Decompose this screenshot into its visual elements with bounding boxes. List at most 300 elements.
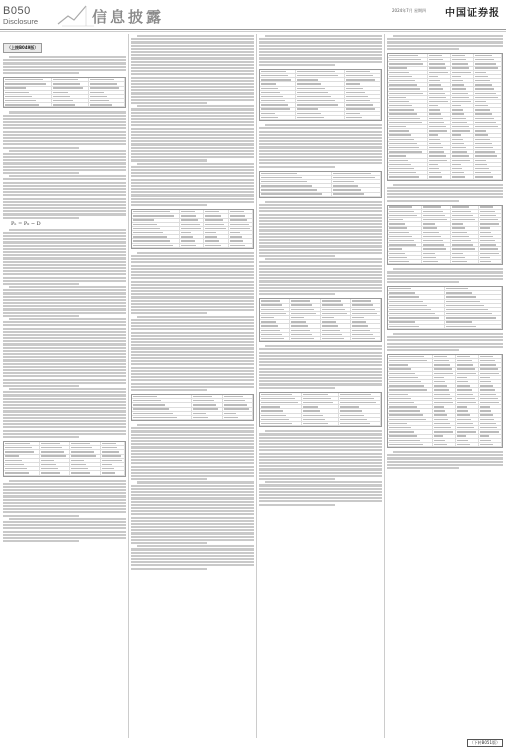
- text-line: [3, 162, 126, 164]
- table-cell: [388, 129, 428, 132]
- table-cell: [345, 108, 381, 111]
- table-cell: [321, 299, 351, 302]
- table-cell: [339, 422, 381, 425]
- table-cell: [229, 244, 253, 247]
- table-cell: [479, 256, 502, 259]
- text-line: [387, 190, 503, 192]
- column-divider: [256, 34, 257, 738]
- table-cell: [260, 316, 290, 319]
- table-cell: [302, 418, 338, 421]
- table-cell: [388, 295, 445, 298]
- table-cell: [474, 167, 503, 170]
- table-cell: [433, 409, 456, 412]
- text-line: [131, 112, 254, 114]
- text-line: [3, 305, 126, 307]
- text-line: [3, 264, 126, 266]
- table-cell: [345, 103, 381, 106]
- table-cell: [433, 388, 456, 391]
- text-line: [259, 358, 382, 360]
- text-line: [131, 491, 254, 493]
- table-cell: [388, 422, 433, 425]
- table-cell: [479, 252, 502, 255]
- table-cell: [388, 376, 433, 379]
- table-cell: [339, 409, 381, 412]
- text-line: [265, 258, 382, 260]
- text-line: [9, 56, 126, 58]
- text-line: [131, 166, 254, 168]
- text-line: [3, 382, 126, 384]
- table-cell: [180, 214, 204, 217]
- table-cell: [192, 399, 223, 402]
- text-line: [131, 504, 254, 506]
- text-line: [131, 309, 254, 311]
- text-line: [131, 529, 254, 531]
- masthead-rule-thin: [0, 31, 506, 32]
- table-cell: [290, 312, 320, 315]
- table-cell: [180, 231, 204, 234]
- table-cell: [479, 418, 502, 421]
- data-table: [259, 69, 382, 121]
- table-cell: [428, 100, 451, 103]
- text-line: [265, 35, 382, 37]
- table-cell: [428, 175, 451, 178]
- table-cell: [101, 446, 125, 449]
- text-line: [259, 352, 382, 354]
- text-line: [259, 494, 382, 496]
- table-cell: [229, 235, 253, 238]
- text-line: [131, 271, 254, 273]
- text-line: [131, 124, 254, 126]
- text-line: [131, 555, 254, 557]
- text-line: [3, 280, 126, 282]
- text-line: [3, 436, 79, 438]
- text-line: [259, 274, 382, 276]
- text-line: [259, 433, 382, 435]
- table-cell: [260, 418, 302, 421]
- table-row: [4, 103, 125, 107]
- table-cell: [479, 380, 502, 383]
- text-line: [259, 290, 382, 292]
- text-line: [259, 217, 382, 219]
- table-cell: [290, 299, 320, 302]
- text-line: [259, 287, 382, 289]
- table-cell: [433, 372, 456, 375]
- text-line: [3, 426, 126, 428]
- table-cell: [339, 401, 381, 404]
- table-cell: [70, 463, 100, 466]
- table-cell: [332, 180, 381, 183]
- text-line: [3, 273, 126, 275]
- table-cell: [223, 403, 254, 406]
- text-line: [131, 96, 254, 98]
- table-cell: [40, 446, 70, 449]
- table-cell: [422, 239, 451, 242]
- text-line: [387, 336, 503, 338]
- text-line: [3, 166, 126, 168]
- text-line: [131, 542, 207, 544]
- text-line: [3, 350, 126, 352]
- table-cell: [101, 471, 125, 474]
- text-line: [259, 134, 382, 136]
- table-cell: [260, 312, 290, 315]
- text-line: [259, 214, 382, 216]
- table-cell: [422, 256, 451, 259]
- text-line: [259, 137, 382, 139]
- table-cell: [296, 99, 344, 102]
- text-line: [3, 502, 126, 504]
- table-cell: [428, 142, 451, 145]
- text-line: [131, 536, 254, 538]
- table-cell: [388, 146, 428, 149]
- text-line: [3, 201, 126, 203]
- table-cell: [451, 167, 474, 170]
- text-line: [131, 137, 254, 139]
- text-line: [387, 196, 503, 198]
- text-line: [3, 394, 126, 396]
- text-line: [131, 427, 254, 429]
- table-cell: [456, 443, 479, 446]
- text-line: [131, 89, 254, 91]
- table-cell: [388, 218, 422, 221]
- table-cell: [388, 430, 433, 433]
- data-table: [131, 394, 254, 421]
- table-cell: [388, 83, 428, 86]
- table-cell: [388, 435, 433, 438]
- text-line: [259, 239, 382, 241]
- table-cell: [260, 108, 296, 111]
- text-line: [387, 457, 503, 459]
- table-cell: [422, 227, 451, 230]
- table-cell: [474, 54, 503, 57]
- table-cell: [302, 409, 338, 412]
- text-line: [259, 249, 382, 251]
- table-cell: [52, 91, 88, 94]
- text-line: [131, 48, 254, 50]
- table-cell: [70, 455, 100, 458]
- text-line: [387, 200, 459, 202]
- table-cell: [474, 108, 503, 111]
- table-cell: [388, 393, 433, 396]
- table-cell: [321, 333, 351, 336]
- text-line: [131, 466, 254, 468]
- table-cell: [479, 430, 502, 433]
- table-cell: [229, 223, 253, 226]
- text-line: [3, 540, 79, 542]
- table-cell: [260, 409, 302, 412]
- table-cell: [260, 188, 332, 191]
- text-line: [137, 545, 254, 547]
- table-cell: [388, 121, 428, 124]
- table-cell: [451, 227, 480, 230]
- text-line: [9, 286, 126, 288]
- table-cell: [388, 316, 445, 319]
- table-cell: [422, 206, 451, 209]
- column-3: [259, 34, 382, 738]
- table-cell: [345, 99, 381, 102]
- text-line: [3, 315, 79, 317]
- text-line: [9, 318, 126, 320]
- text-line: [259, 387, 335, 389]
- text-line: [131, 134, 254, 136]
- table-cell: [445, 291, 502, 294]
- table-cell: [474, 87, 503, 90]
- table-cell: [4, 463, 40, 466]
- data-table: [3, 77, 126, 108]
- table-cell: [345, 87, 381, 90]
- table-cell: [180, 235, 204, 238]
- table-cell: [451, 129, 474, 132]
- table-cell: [428, 129, 451, 132]
- text-line: [259, 440, 382, 442]
- table-cell: [451, 235, 480, 238]
- table-cell: [456, 418, 479, 421]
- text-line: [131, 568, 207, 570]
- table-cell: [4, 459, 40, 462]
- table-cell: [456, 397, 479, 400]
- text-line: [131, 80, 254, 82]
- table-cell: [456, 359, 479, 362]
- text-line: [259, 51, 382, 53]
- text-line: [393, 35, 503, 37]
- continuation-footer: （下转B051版）: [467, 739, 503, 747]
- table-cell: [321, 304, 351, 307]
- text-line: [3, 72, 79, 74]
- text-line: [3, 423, 126, 425]
- table-cell: [132, 223, 180, 226]
- text-line: [259, 446, 382, 448]
- table-cell: [180, 219, 204, 222]
- text-line: [259, 265, 382, 267]
- table-cell: [321, 324, 351, 327]
- table-cell: [192, 416, 223, 419]
- table-cell: [456, 380, 479, 383]
- text-line: [3, 257, 126, 259]
- text-line: [131, 370, 254, 372]
- table-cell: [445, 316, 502, 319]
- text-line: [131, 159, 207, 161]
- text-line: [259, 252, 382, 254]
- text-line: [3, 328, 126, 330]
- table-cell: [422, 231, 451, 234]
- table-cell: [260, 91, 296, 94]
- table-cell: [388, 363, 433, 366]
- text-line: [3, 433, 126, 435]
- text-line: [137, 252, 254, 254]
- text-line: [259, 140, 382, 142]
- table-cell: [451, 243, 480, 246]
- table-cell: [445, 312, 502, 315]
- table-cell: [474, 125, 503, 128]
- table-cell: [451, 125, 474, 128]
- table-cell: [422, 260, 451, 263]
- text-line: [131, 469, 254, 471]
- table-cell: [345, 70, 381, 73]
- table-cell: [321, 316, 351, 319]
- text-line: [131, 354, 254, 356]
- table-cell: [451, 171, 474, 174]
- table-cell: [345, 74, 381, 77]
- text-line: [3, 347, 126, 349]
- data-table: [131, 209, 254, 249]
- table-cell: [474, 142, 503, 145]
- table-cell: [192, 408, 223, 411]
- table-cell: [101, 450, 125, 453]
- table-cell: [388, 79, 428, 82]
- text-line: [3, 140, 126, 142]
- text-line: [259, 293, 335, 295]
- text-line: [3, 213, 126, 215]
- table-cell: [451, 146, 474, 149]
- table-cell: [422, 222, 451, 225]
- table-cell: [4, 78, 52, 81]
- text-line: [3, 404, 126, 406]
- text-line: [3, 486, 126, 488]
- text-line: [9, 518, 126, 520]
- text-line: [131, 462, 254, 464]
- table-cell: [474, 138, 503, 141]
- table-cell: [229, 231, 253, 234]
- table-cell: [428, 171, 451, 174]
- table-cell: [456, 376, 479, 379]
- column-2: [131, 34, 254, 738]
- text-line: [131, 344, 254, 346]
- table-cell: [321, 308, 351, 311]
- table-cell: [388, 239, 422, 242]
- text-line: [3, 401, 126, 403]
- table-cell: [260, 304, 290, 307]
- table-cell: [132, 412, 192, 415]
- text-line: [3, 289, 126, 291]
- text-line: [131, 558, 254, 560]
- text-line: [131, 513, 254, 515]
- table-cell: [260, 393, 302, 396]
- text-line: [131, 156, 254, 158]
- table-cell: [422, 235, 451, 238]
- text-line: [131, 507, 254, 509]
- table-cell: [223, 395, 254, 398]
- text-line: [3, 62, 126, 64]
- text-line: [131, 83, 254, 85]
- table-cell: [479, 414, 502, 417]
- text-line: [387, 275, 503, 277]
- table-cell: [433, 414, 456, 417]
- table-cell: [433, 430, 456, 433]
- text-line: [131, 45, 254, 47]
- text-line: [131, 376, 254, 378]
- table-cell: [388, 355, 433, 358]
- table-cell: [422, 218, 451, 221]
- text-line: [259, 226, 382, 228]
- table-cell: [388, 243, 422, 246]
- text-line: [131, 201, 254, 203]
- table-cell: [204, 239, 228, 242]
- text-line: [131, 194, 254, 196]
- text-line: [131, 147, 254, 149]
- text-line: [131, 51, 254, 53]
- issue-date: 2024年7月 星期四: [392, 8, 426, 13]
- table-cell: [229, 227, 253, 230]
- text-line: [3, 261, 126, 263]
- table-cell: [474, 71, 503, 74]
- table-cell: [321, 337, 351, 340]
- table-cell: [339, 393, 381, 396]
- text-line: [131, 300, 254, 302]
- text-line: [259, 383, 382, 385]
- text-line: [131, 485, 254, 487]
- table-cell: [132, 219, 180, 222]
- text-line: [131, 526, 254, 528]
- text-line: [3, 127, 126, 129]
- text-line: [131, 325, 254, 327]
- table-cell: [474, 83, 503, 86]
- table-cell: [204, 235, 228, 238]
- table-cell: [474, 146, 503, 149]
- table-cell: [479, 376, 502, 379]
- table-cell: [132, 408, 192, 411]
- text-line: [3, 188, 126, 190]
- table-cell: [132, 235, 180, 238]
- table-cell: [474, 75, 503, 78]
- table-cell: [433, 376, 456, 379]
- table-cell: [332, 176, 381, 179]
- table-cell: [433, 418, 456, 421]
- table-cell: [428, 87, 451, 90]
- table-cell: [260, 87, 296, 90]
- table-cell: [428, 58, 451, 61]
- text-line: [131, 341, 254, 343]
- table-cell: [479, 231, 502, 234]
- text-line: [3, 337, 126, 339]
- table-cell: [4, 455, 40, 458]
- table-cell: [433, 380, 456, 383]
- text-line: [259, 156, 382, 158]
- table-cell: [428, 154, 451, 157]
- text-line: [137, 424, 254, 426]
- text-line: [3, 537, 126, 539]
- table-cell: [260, 308, 290, 311]
- table-cell: [296, 70, 344, 73]
- table-cell: [388, 206, 422, 209]
- text-line: [131, 357, 254, 359]
- text-line: [131, 191, 254, 193]
- table-cell: [290, 329, 320, 332]
- table-cell: [428, 146, 451, 149]
- table-cell: [451, 247, 480, 250]
- table-cell: [388, 138, 428, 141]
- table-cell: [456, 422, 479, 425]
- text-line: [3, 232, 126, 234]
- table-cell: [351, 312, 381, 315]
- text-line: [259, 54, 382, 56]
- table-cell: [290, 320, 320, 323]
- text-line: [3, 59, 126, 61]
- table-cell: [474, 171, 503, 174]
- text-line: [393, 333, 503, 335]
- table-cell: [388, 418, 433, 421]
- text-line: [259, 57, 382, 59]
- table-cell: [451, 210, 480, 213]
- text-line: [259, 462, 382, 464]
- text-line: [3, 277, 126, 279]
- table-cell: [474, 163, 503, 166]
- text-line: [131, 517, 254, 519]
- table-row: [132, 416, 253, 420]
- text-line: [131, 54, 254, 56]
- table-cell: [351, 337, 381, 340]
- table-cell: [445, 295, 502, 298]
- text-line: [259, 472, 382, 474]
- table-cell: [40, 471, 70, 474]
